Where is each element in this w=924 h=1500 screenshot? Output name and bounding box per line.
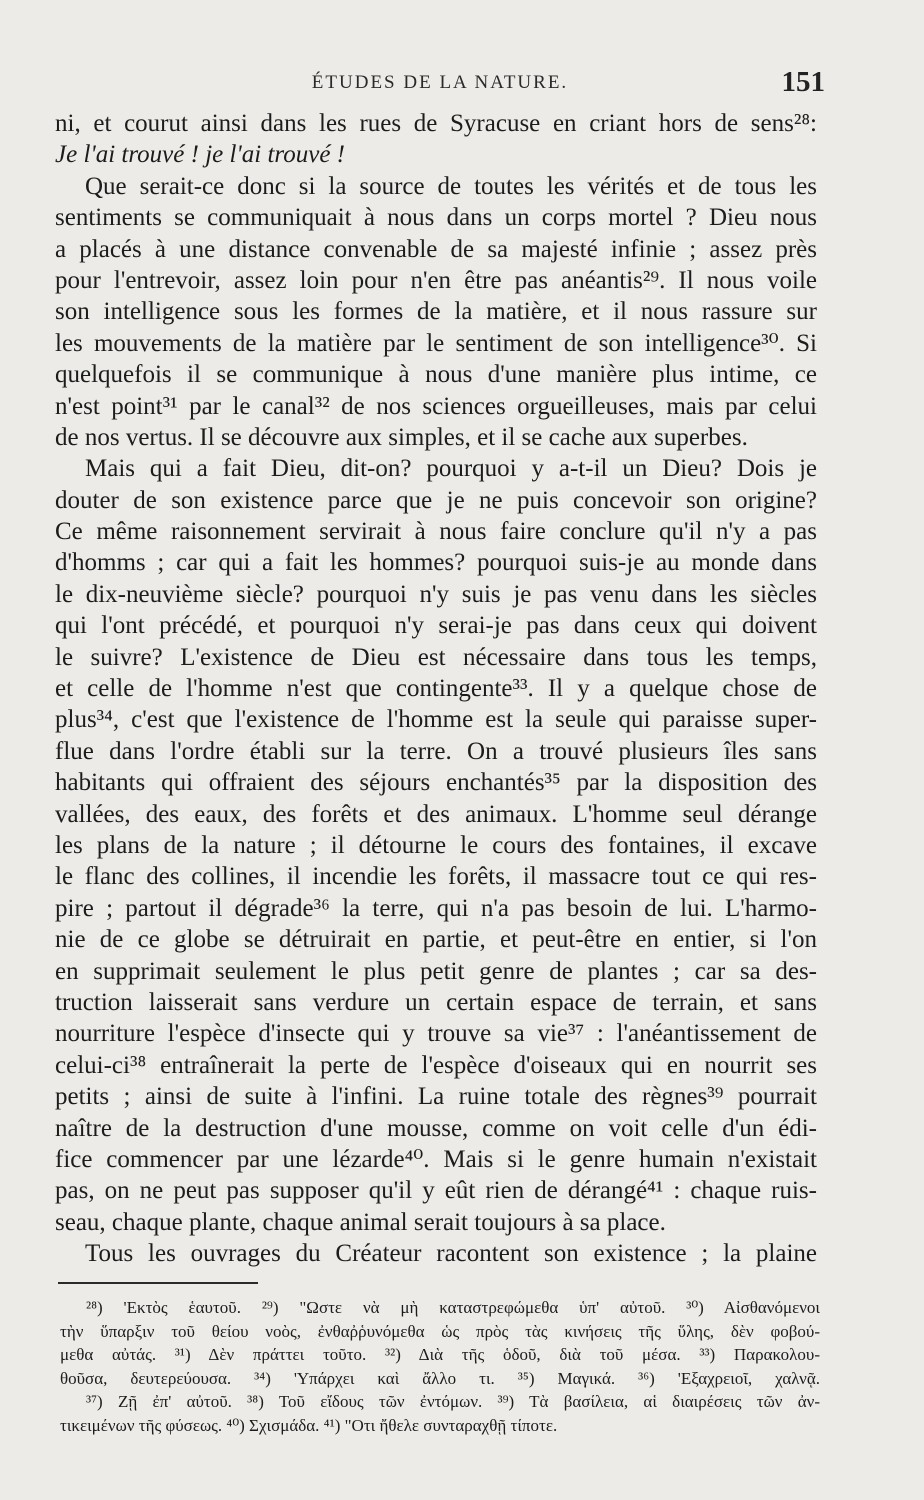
text-line: nourriture l'espèce d'insecte qui y trouve sa vie³⁷ : l'anéantissement de — [55, 1020, 817, 1048]
running-title: ÉTUDES DE LA NATURE. — [311, 72, 569, 93]
text-line: n'est point³¹ par le canal³² de nos sciences orgueilleuses, mais par celui — [55, 392, 817, 420]
text-line: de nos vertus. Il se découvre aux simples, et il se cache aux superbes. — [55, 423, 748, 451]
text-line: et celle de l'homme n'est que contingente³³. Il y a quelque chose de — [55, 675, 817, 703]
text-line: son intelligence sous les formes de la matière, et il nous rassure sur — [55, 298, 817, 326]
text-line: Je l'ai trouvé ! je l'ai trouvé ! — [55, 141, 345, 169]
text-line: pour l'entrevoir, assez loin pour n'en être pas anéantis²⁹. Il nous voile — [55, 266, 817, 294]
text-line: seau, chaque plante, chaque animal serait toujours à sa place. — [55, 1208, 666, 1236]
footnote-line: τὴν ὕπαρξιν τοῦ θείου νοὸς, ἐνθαῤῥυνόμεθα ὡς πρὸς τὰς κινήσεις τῆς ὕλης, δὲν φοβού- — [60, 1321, 820, 1341]
text-line: habitants qui offraient des séjours enchantés³⁵ par la disposition des — [55, 769, 817, 797]
text-line: douter de son existence parce que je ne puis concevoir son origine? — [55, 486, 817, 514]
footnote-line: μεθα αὐτάς. ³¹) Δὲν πράττει τοῦτο. ³²) Διὰ τῆς ὁδοῦ, διὰ τοῦ μέσα. ³³) Παρακολου- — [60, 1345, 820, 1364]
text-line: Mais qui a fait Dieu, dit-on? pourquoi y a-t-il un Dieu? Dois je — [85, 455, 817, 483]
text-line: le flanc des collines, il incendie les forêts, il massacre tout ce qui res- — [55, 863, 817, 891]
text-line: fice commencer par une lézarde⁴⁰. Mais si le genre humain n'existait — [55, 1145, 817, 1173]
text-line: quelquefois il se communique à nous d'une manière plus intime, ce — [55, 361, 817, 389]
text-line: en supprimait seulement le plus petit genre de plantes ; car sa des- — [55, 957, 817, 985]
footnote-line: τικειμένων τῆς φύσεως. ⁴⁰) Σχισμάδα. ⁴¹) "Οτι ἤθελε συνταραχθῇ τίποτε. — [60, 1415, 558, 1435]
text-line: a placés à une distance convenable de sa majesté infinie ; assez près — [55, 235, 817, 263]
text-line: pas, on ne peut pas supposer qu'il y eût rien de dérangé⁴¹ : chaque ruis- — [55, 1177, 817, 1205]
text-line: le dix-neuvième siècle? pourquoi n'y suis je pas venu dans les siècles — [55, 580, 817, 608]
text-line: Ce même raisonnement servirait à nous faire conclure qu'il n'y a pas — [55, 518, 817, 546]
text-line: sentiments se communiquait à nous dans un corps mortel ? Dieu nous — [55, 204, 817, 232]
text-line: vallées, des eaux, des forêts et des animaux. L'homme seul dérange — [55, 800, 817, 828]
text-line: flue dans l'ordre établi sur la terre. On a trouvé plusieurs îles sans — [55, 737, 817, 765]
footnotes — [60, 1296, 820, 1437]
text-line: celui-ci³⁸ entraînerait la perte de l'espèce d'oiseaux qui en nourrit ses — [55, 1051, 817, 1079]
text-line: naître de la destruction d'une mousse, comme on voit celle d'un édi- — [55, 1114, 817, 1142]
body-text — [55, 108, 817, 1269]
footnote-line: θοῦσα, δευτερεύουσα. ³⁴) 'Υπάρχει καὶ ἄλλο τι. ³⁵) Μαγικά. ³⁶) 'Εξαχρειοῖ, χαλνᾷ. — [60, 1368, 820, 1388]
text-line: Tous les ouvrages du Créateur racontent son existence ; la plaine — [85, 1240, 817, 1268]
page-number: 151 — [781, 66, 825, 98]
text-line: ni, et courut ainsi dans les rues de Syracuse en criant hors de sens²⁸: — [55, 110, 817, 137]
text-line: Que serait-ce donc si la source de toutes les vérités et de tous les — [85, 172, 817, 200]
text-line: pire ; partout il dégrade³⁶ la terre, qui n'a pas besoin de lui. L'harmo- — [55, 894, 817, 922]
text-line: qui l'ont précédé, et pourquoi n'y serai-je pas dans ceux qui doivent — [55, 612, 817, 640]
text-line: les plans de la nature ; il détourne le cours des fontaines, il excave — [55, 831, 817, 859]
text-line: d'homms ; car qui a fait les hommes? pourquoi suis-je au monde dans — [55, 549, 817, 577]
text-line: plus³⁴, c'est que l'existence de l'homme est la seule qui paraisse super- — [55, 706, 817, 734]
footnote-line: ²⁸) 'Εκτὸς ἑαυτοῦ. ²⁹) "Ωστε νὰ μὴ καταστρεφώμεθα ὑπ' αὐτοῦ. ³⁰) Αἰσθανόμενοι — [86, 1298, 820, 1317]
text-line: petits ; ainsi de suite à l'infini. La ruine totale des règnes³⁹ pourrait — [55, 1083, 817, 1111]
page-header — [55, 66, 825, 102]
footnote-line: ³⁷) Ζῇ ἐπ' αὐτοῦ. ³⁸) Τοῦ εἴδους τῶν ἐντόμων. ³⁹) Τὰ βασίλεια, αἱ διαιρέσεις τῶν ἀν- — [86, 1392, 820, 1411]
text-line: truction laisserait sans verdure un certain espace de terrain, et sans — [55, 988, 817, 1016]
text-line: les mouvements de la matière par le sentiment de son intelligence³⁰. Si — [55, 329, 817, 357]
text-line: nie de ce globe se détruirait en partie, et peut-être en entier, si l'on — [55, 926, 817, 954]
footnote-rule — [58, 1282, 258, 1284]
text-line: le suivre? L'existence de Dieu est nécessaire dans tous les temps, — [55, 643, 817, 671]
